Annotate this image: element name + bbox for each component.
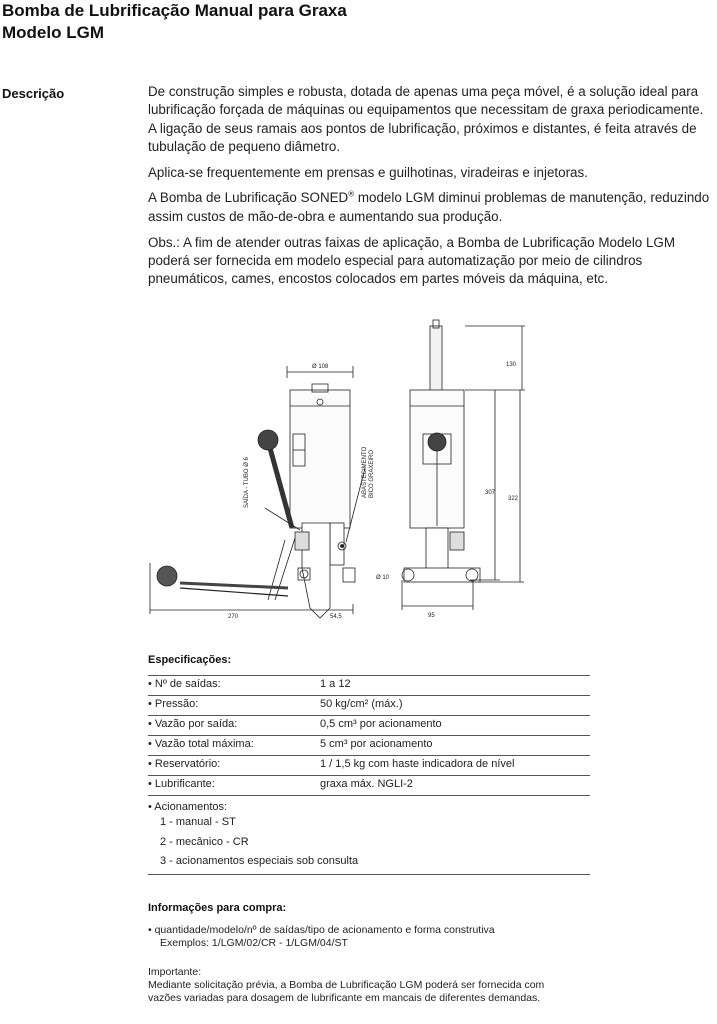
description-paragraph-1: De construção simples e robusta, dotada de apenas uma peça móvel, é a solução ideal para lubrificação forçada de máquinas ou equipamentos que necessitam de graxa periodicamente. A ligação de seus ramais aos pontos de lubrificação, próximos e distantes, é feita através de tubulação de pequeno diâmetro. — [148, 84, 704, 154]
technical-drawing — [140, 318, 540, 630]
dim-diameter-108: Ø 108 — [312, 364, 329, 370]
specs-heading: Especificações: — [148, 654, 232, 666]
dim-130: 130 — [506, 362, 517, 368]
description-paragraph-3 — [148, 189, 713, 226]
dim-diameter-10: Ø 10 — [376, 575, 390, 581]
purchase-examples: Exemplos: 1/LGM/02/CR - 1/LGM/04/ST — [160, 937, 348, 949]
dim-54-5: 54,5 — [330, 614, 342, 620]
registered-mark: ® — [348, 190, 355, 200]
table-row — [148, 736, 590, 756]
description-paragraph-2: Aplica-se frequentemente em prensas e guilhotinas, viradeiras e injetoras. — [148, 164, 588, 180]
purchase-heading: Informações para compra: — [148, 902, 287, 914]
spec-value: graxa máx. NGLI-2 — [320, 778, 413, 790]
dim-fill-label-1: ABASTECIMENTO — [362, 446, 368, 498]
spec-value: 5 cm³ por acionamento — [320, 738, 433, 750]
description-p3-start: A Bomba de Lubrificação SONED — [148, 190, 349, 206]
specs-table — [148, 675, 590, 875]
description-label: Descrição — [2, 86, 65, 101]
spec-label: • Nº de saídas: — [148, 678, 221, 690]
dim-270: 270 — [228, 614, 239, 620]
spec-value: 0,5 cm³ por acionamento — [320, 718, 442, 730]
table-row — [148, 776, 590, 796]
spec-label: • Lubrificante: — [148, 778, 215, 790]
title-line-1: Bomba de Lubrificação Manual para Graxa — [2, 1, 347, 20]
spec-value: 1 / 1,5 kg com haste indicadora de nível — [320, 758, 515, 770]
table-row — [148, 696, 590, 716]
spec-value: 50 kg/cm² (máx.) — [320, 698, 403, 710]
actuation-item: 1 - manual - ST — [160, 816, 236, 828]
side-view-drawing — [150, 366, 365, 618]
page-title — [2, 0, 347, 44]
actuation-cell — [148, 796, 590, 875]
title-line-2: Modelo LGM — [2, 23, 104, 42]
description-text — [148, 83, 713, 296]
description-p3-end: modelo LGM diminui problemas de manutenção, reduzindo assim custos de mão-de-obra e aumentando sua produção. — [148, 190, 710, 224]
description-paragraph-4: Obs.: A fim de atender outras faixas de aplicação, a Bomba de Lubrificação Modelo LGM poderá ser fornecida em modelo especial para automatização por meio de cilindros pneumáticos, cames, encostos colocados em partes móveis da máquina, etc. — [148, 234, 675, 287]
table-row — [148, 756, 590, 776]
spec-label: • Reservatório: — [148, 758, 221, 770]
actuation-label: • Acionamentos: — [148, 801, 228, 813]
actuation-item: 3 - acionamentos especiais sob consulta — [160, 855, 359, 867]
dim-fill-label-2: BICO GRAXEIRO — [369, 449, 375, 498]
dim-322: 322 — [508, 496, 519, 502]
table-row — [148, 796, 590, 875]
spec-label: • Pressão: — [148, 698, 199, 710]
table-row — [148, 716, 590, 736]
spec-value: 1 a 12 — [320, 678, 351, 690]
dim-307: 307 — [485, 490, 496, 496]
spec-label: • Vazão por saída: — [148, 718, 238, 730]
dim-95: 95 — [428, 613, 435, 619]
important-label: Importante: — [148, 966, 202, 978]
spec-label: • Vazão total máxima: — [148, 738, 254, 750]
actuation-item: 2 - mecânico - CR — [160, 835, 249, 848]
dim-outlet-tube: SAÍDA - TUBO Ø 6 — [244, 457, 250, 508]
important-text: Mediante solicitação prévia, a Bomba de Lubrificação LGM poderá ser fornecida com vazões variadas para dosagem de lubrificante em mancais de diferentes demandas. — [148, 979, 545, 1004]
table-row — [148, 676, 590, 696]
purchase-line: • quantidade/modelo/nº de saídas/tipo de acionamento e forma construtiva — [148, 924, 495, 936]
purchase-info — [148, 924, 578, 950]
important-note — [148, 966, 568, 1005]
